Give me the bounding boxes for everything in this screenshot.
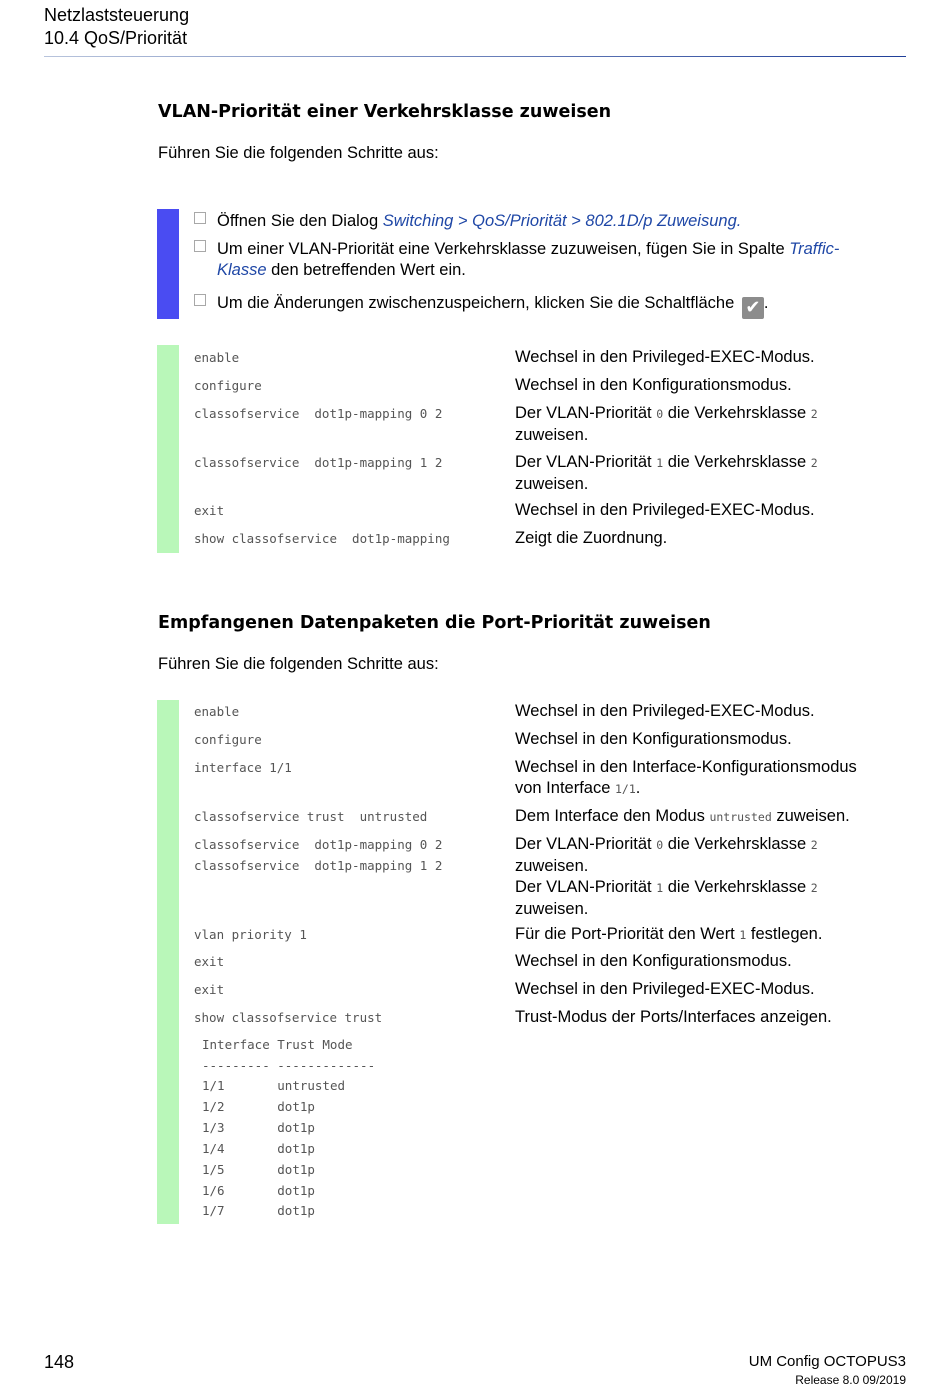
cmd-desc: Der VLAN-Priorität 0 die Verkehrsklasse 2 zuweisen. Der VLAN-Priorität 1 die Verkehrsklasse 2 zuweisen. [515, 835, 818, 918]
chapter-title: Netzlaststeuerung [44, 5, 190, 25]
cmd-code: classofservice dot1p-mapping 1 2 [194, 858, 443, 873]
cmd-code: classofservice dot1p-mapping 1 2 [194, 455, 443, 470]
step-1: Öffnen Sie den Dialog Switching > QoS/Priorität > 802.1D/p Zuweisung. [194, 211, 884, 232]
cmd-desc: Trust-Modus der Ports/Interfaces anzeigen. [515, 1008, 832, 1026]
cmd-code: vlan priority 1 [194, 927, 307, 942]
output-row: 1/5 dot1p [202, 1162, 315, 1177]
section1-lead: Führen Sie die folgenden Schritte aus: [158, 144, 439, 162]
cmd-desc: Wechsel in den Konfigurationsmodus. [515, 952, 792, 970]
cmd-code: exit [194, 954, 225, 969]
column-name-link: Traffic- [789, 240, 840, 258]
output-row: 1/7 dot1p [202, 1203, 315, 1218]
cmd-code: enable [194, 350, 240, 365]
cmd-code: show classofservice dot1p-mapping [194, 531, 450, 546]
checkmark-icon: ✔ [742, 297, 764, 319]
checkbox-icon [194, 294, 206, 306]
dialog-path-link: Switching > QoS/Priorität > 802.1D/p Zuweisung [382, 212, 737, 230]
cmd-desc: Wechsel in den Konfigurationsmodus. [515, 376, 792, 394]
cmd-code: classofservice dot1p-mapping 0 2 [194, 837, 443, 852]
output-row: 1/4 dot1p [202, 1141, 315, 1156]
cmd-code: show classofservice trust [194, 1010, 383, 1025]
cmd-code: configure [194, 378, 262, 393]
step-2: Um einer VLAN-Priorität eine Verkehrsklasse zuzuweisen, fügen Sie in Spalte Traffic- Klasse den betreffenden Wert ein. [194, 239, 884, 281]
cmd-desc: Der VLAN-Priorität 1 die Verkehrsklasse 2 zuweisen. [515, 453, 818, 493]
checkbox-icon [194, 212, 206, 224]
cmd-desc: Wechsel in den Privileged-EXEC-Modus. [515, 348, 815, 366]
cmd-desc: Wechsel in den Interface-Konfigurationsmodus von Interface 1/1. [515, 758, 857, 797]
cmd-code: configure [194, 732, 262, 747]
cmd-desc: Dem Interface den Modus untrusted zuweisen. [515, 807, 850, 825]
output-row: 1/2 dot1p [202, 1099, 315, 1114]
release-info: Release 8.0 09/2019 [795, 1373, 906, 1387]
section2-lead: Führen Sie die folgenden Schritte aus: [158, 655, 439, 673]
cmd-desc: Der VLAN-Priorität 0 die Verkehrsklasse 2 zuweisen. [515, 404, 818, 444]
instruction-bar [157, 209, 179, 319]
output-row: 1/6 dot1p [202, 1183, 315, 1198]
cmd-desc: Wechsel in den Konfigurationsmodus. [515, 730, 792, 748]
cmd-desc: Zeigt die Zuordnung. [515, 529, 668, 547]
command-bar-1 [157, 345, 179, 553]
page-number: 148 [44, 1352, 75, 1372]
cmd-code: exit [194, 503, 225, 518]
output-row: 1/3 dot1p [202, 1120, 315, 1135]
cmd-desc: Wechsel in den Privileged-EXEC-Modus. [515, 501, 815, 519]
cmd-desc: Wechsel in den Privileged-EXEC-Modus. [515, 980, 815, 998]
output-separator: --------- ------------- [202, 1058, 376, 1073]
output-header: Interface Trust Mode [202, 1037, 353, 1052]
checkbox-icon [194, 240, 206, 252]
output-row: 1/1 untrusted [202, 1078, 345, 1093]
cmd-desc: Für die Port-Priorität den Wert 1 festlegen. [515, 925, 823, 943]
section-title: 10.4 QoS/Priorität [44, 28, 188, 48]
section2-heading: Empfangenen Datenpaketen die Port-Priorität zuweisen [158, 613, 711, 633]
cmd-desc: Wechsel in den Privileged-EXEC-Modus. [515, 702, 815, 720]
cmd-code: classofservice dot1p-mapping 0 2 [194, 406, 443, 421]
step-3: Um die Änderungen zwischenzuspeichern, klicken Sie die Schaltfläche ✔ . [194, 293, 884, 319]
document-title: UM Config OCTOPUS3 [748, 1353, 906, 1370]
section1-heading: VLAN-Priorität einer Verkehrsklasse zuweisen [158, 102, 612, 122]
cmd-code: enable [194, 704, 240, 719]
command-bar-2 [157, 700, 179, 1224]
cmd-code: exit [194, 982, 225, 997]
header-rule [44, 56, 906, 57]
cmd-code: interface 1/1 [194, 760, 292, 775]
cmd-code: classofservice trust untrusted [194, 809, 428, 824]
